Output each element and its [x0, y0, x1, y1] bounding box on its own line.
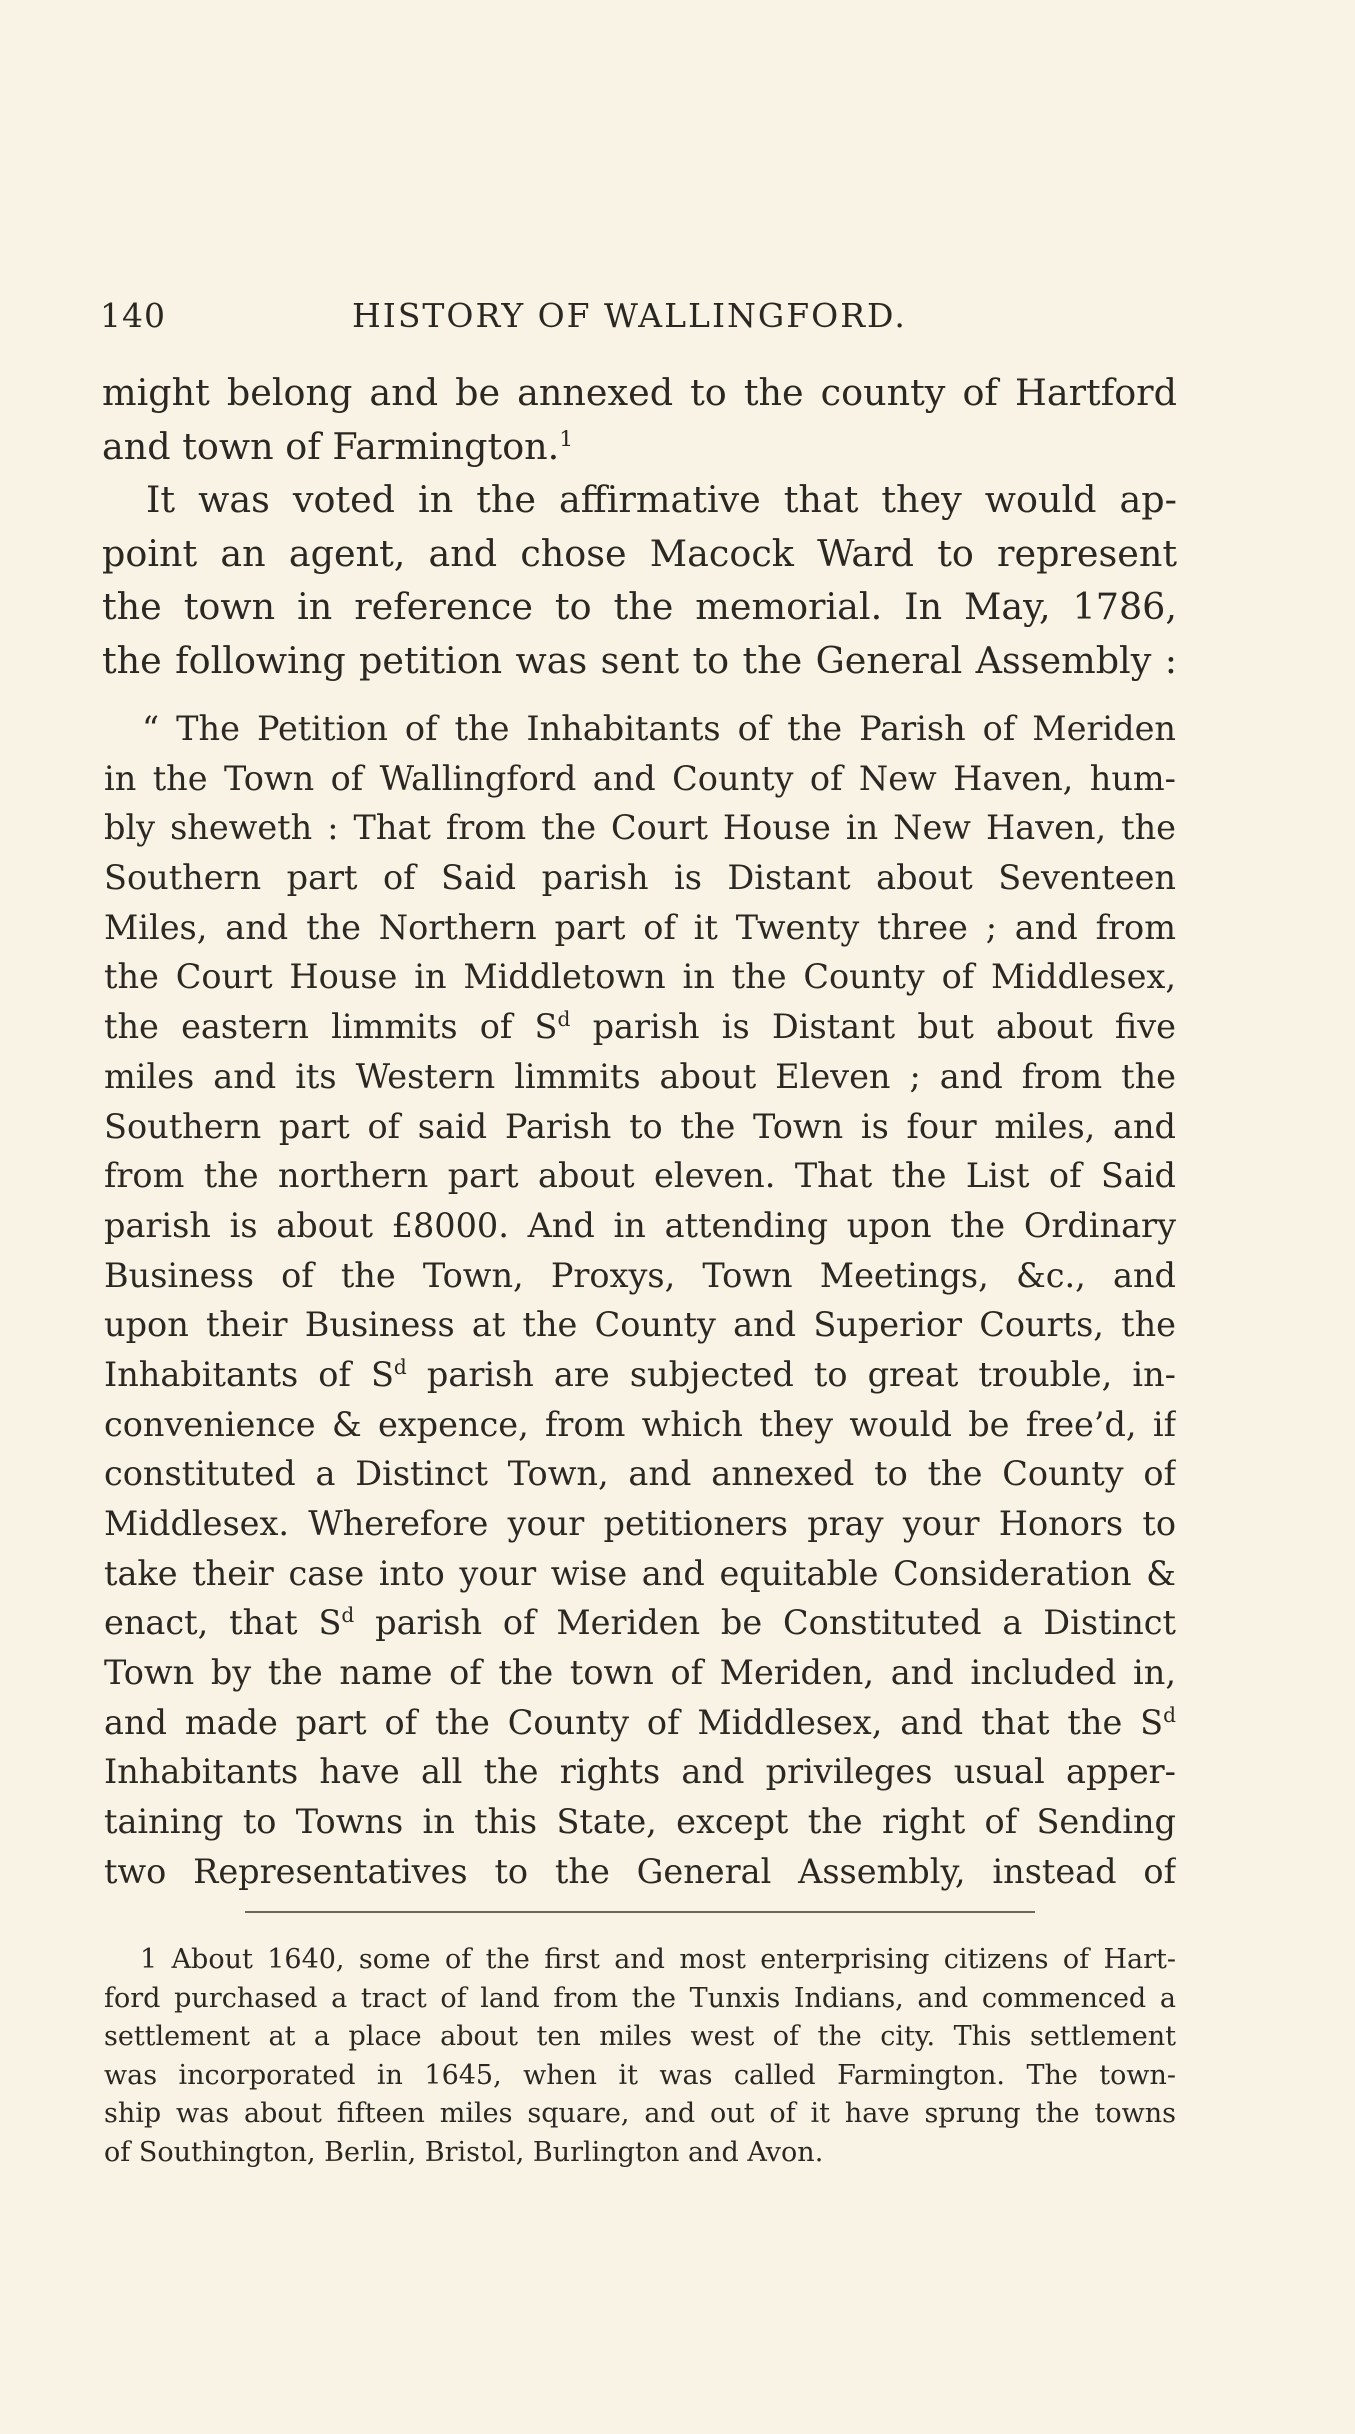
- petition-line: bly sheweth : That from the Court House in New Haven, the: [104, 808, 1176, 848]
- footnote-reference: 1: [559, 426, 574, 452]
- petition-line: parish is about £8000. And in attending upon the Ordinary: [104, 1205, 1176, 1245]
- footnote-line: was incorporated in 1645, when it was called Farmington. The town-: [104, 2059, 1176, 2091]
- superscript-d: d: [1163, 1702, 1176, 1727]
- petition-line: [104, 1350, 1176, 1400]
- petition-line-text: the eastern limmits of S: [104, 1007, 558, 1047]
- petition-line: Town by the name of the town of Meriden, and included in,: [104, 1653, 1176, 1693]
- footnote-line: ship was about fifteen miles square, and out of it have sprung the towns: [104, 2098, 1176, 2130]
- petition-line-text: enact, that S: [104, 1603, 342, 1643]
- petition-line: convenience & expence, from which they would be free’d, if: [104, 1404, 1176, 1444]
- footnote-line: of Southington, Berlin, Bristol, Burlington and Avon.: [104, 2136, 824, 2168]
- body-line: [102, 420, 1177, 474]
- body-line: the following petition was sent to the General Assembly :: [102, 638, 1177, 682]
- body-line-text: and town of Farmington.: [102, 424, 560, 468]
- petition-line: upon their Business at the County and Superior Courts, the: [104, 1305, 1176, 1345]
- footnote-line: ford purchased a tract of land from the Tunxis Indians, and commenced a: [104, 1982, 1176, 2014]
- body-line: It was voted in the affirmative that they would ap-: [146, 478, 1177, 521]
- footnote: [104, 1941, 1176, 2173]
- superscript-d: d: [393, 1354, 407, 1379]
- petition-line: [104, 1698, 1176, 1748]
- petition-line: the Court House in Middletown in the County of Middlesex,: [104, 957, 1176, 997]
- petition-line: miles and its Western limmits about Eleven ; and from the: [104, 1056, 1176, 1096]
- footnote-line: 1 About 1640, some of the first and most enterprising citizens of Hart-: [140, 1944, 1176, 1975]
- petition-line-text: and made part of the County of Middlesex, and that the S: [104, 1702, 1164, 1742]
- superscript-d: d: [557, 1006, 571, 1031]
- petition-line: take their case into your wise and equitable Consideration &: [104, 1553, 1176, 1593]
- petition-line: “ The Petition of the Inhabitants of the Parish of Meriden: [142, 709, 1176, 748]
- superscript-d: d: [341, 1603, 355, 1628]
- petition-line: Miles, and the Northern part of it Twenty three ; and from: [104, 907, 1176, 947]
- body-line: the town in reference to the memorial. In May, 1786,: [102, 585, 1177, 628]
- petition-line: Southern part of Said parish is Distant about Seventeen: [104, 858, 1176, 898]
- petition-line-text: parish of Meriden be Constituted a Distinct: [354, 1603, 1176, 1643]
- running-title: HISTORY OF WALLINGFORD.: [352, 296, 907, 335]
- body-line: might belong and be annexed to the county of Hartford: [102, 371, 1177, 414]
- petition-line-text: parish are subjected to great trouble, in-: [406, 1354, 1176, 1394]
- petition-line: [104, 1598, 1176, 1648]
- body-text: [102, 366, 1177, 687]
- petition-line: Business of the Town, Proxys, Town Meetings, &c., and: [104, 1255, 1176, 1295]
- page-number: 140: [100, 296, 166, 335]
- petition-line: two Representatives to the General Assembly, instead of: [104, 1851, 1176, 1891]
- footnote-line: settlement at a place about ten miles west of the city. This settlement: [104, 2021, 1176, 2053]
- page-header: [100, 296, 1180, 346]
- petition-line: in the Town of Wallingford and County of New Haven, hum-: [104, 758, 1176, 798]
- petition-line-text: parish is Distant but about five: [570, 1007, 1176, 1047]
- petition-line-text: Inhabitants of S: [104, 1354, 394, 1394]
- petition-line: [104, 1002, 1176, 1052]
- petition-line: constituted a Distinct Town, and annexed to the County of: [104, 1454, 1176, 1494]
- petition-line: Southern part of said Parish to the Town is four miles, and: [104, 1106, 1176, 1146]
- petition-line: from the northern part about eleven. That the List of Said: [104, 1156, 1176, 1196]
- petition-line: Middlesex. Wherefore your petitioners pray your Honors to: [104, 1504, 1176, 1543]
- petition-quote: [104, 704, 1176, 1897]
- body-line: point an agent, and chose Macock Ward to represent: [102, 531, 1177, 575]
- petition-line: Inhabitants have all the rights and privileges usual apper-: [104, 1752, 1176, 1792]
- petition-line: taining to Towns in this State, except the right of Sending: [104, 1802, 1176, 1842]
- footnote-divider: [245, 1911, 1035, 1913]
